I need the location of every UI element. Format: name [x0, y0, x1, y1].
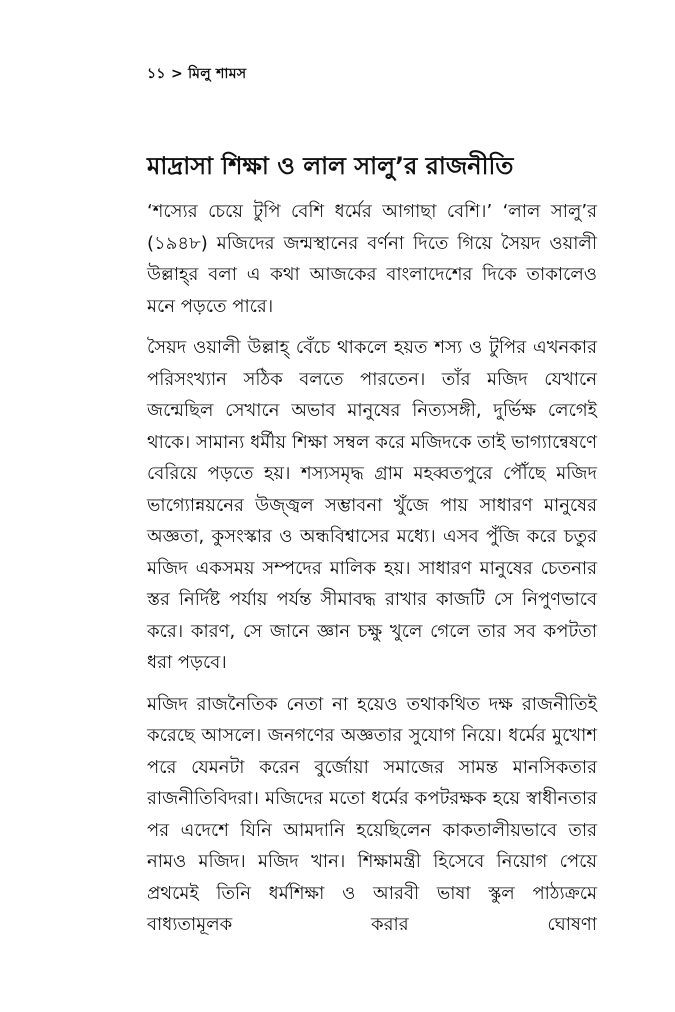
paragraph-1: ‘শস্যের চেয়ে টুপি বেশি ধর্মের আগাছা বেশি।’ ‘লাল সালু’র (১৯৪৮) মজিদের জন্মস্থানের বর্ণনা দিতে গিয়ে সৈয়দ ওয়ালী উল্লাহ্‌র বলা এ কথা আজকের বাংলাদেশের দিকে তাকালেও মনে পড়তে পারে। [147, 201, 597, 317]
paragraph-2: সৈয়দ ওয়ালী উল্লাহ্‌ বেঁচে থাকলে হয়ত শস্য ও টুপির এখনকার পরিসংখ্যান সঠিক বলতে পারতেন। তাঁর মজিদ যেখানে জন্মেছিল সেখানে অভাব মানুষের নিত্যসঙ্গী, দুর্ভিক্ষ লেগেই থাকে। সামান্য ধর্মীয় শিক্ষা সম্বল করে মজিদকে তাই ভাগ্যান্বেষণে বেরিয়ে পড়তে হয়। শস্যসমৃদ্ধ গ্রাম মহব্বতপুরে পৌঁছে মজিদ ভাগ্যোন্নয়নের উজ্জ্বল সম্ভাবনা খুঁজে পায় সাধারণ মানুষের অজ্ঞতা, কুসংস্কার ও অন্ধবিশ্বাসের মধ্যে। এসব পুঁজি করে চতুর মজিদ একসময় সম্পদের মালিক হয়। সাধারণ মানুষের চেতনার স্তর নির্দিষ্ট পর্যায় পর্যন্ত সীমাবদ্ধ রাখার কাজটি সে নিপুণভাবে করে। কারণ, সে জানে জ্ঞান চক্ষু খুলে গেলে তার সব কপটতা ধরা পড়বে। [147, 337, 597, 673]
paragraph-3: মজিদ রাজনৈতিক নেতা না হয়েও তথাকথিত দক্ষ রাজনীতিই করেছে আসলে। জনগণের অজ্ঞতার সুযোগ নিয়ে। ধর্মের মুখোশ পরে যেমনটা করেন বুর্জোয়া সমাজের সামন্ত মানসিকতার রাজনীতিবিদরা। মজিদের মতো ধর্মের কপটরক্ষক হয়ে স্বাধীনতার পর এদেশে যিনি আমদানি হয়েছিলেন কাকতালীয়ভাবে তার নামও মজিদ। মজিদ খান। শিক্ষামন্ত্রী হিসেবে নিয়োগ পেয়ে প্রথমেই তিনি ধর্মশিক্ষা ও আরবী ভাষা স্কুল পাঠ্যক্রমে বাধ্যতামূলক করার ঘোষণা [147, 693, 597, 935]
body-text [147, 196, 597, 951]
chapter-title: মাদ্রাসা শিক্ষা ও লাল সালু’র রাজনীতি [147, 152, 514, 180]
running-header: ১১ > মিলু শামস [147, 66, 247, 82]
